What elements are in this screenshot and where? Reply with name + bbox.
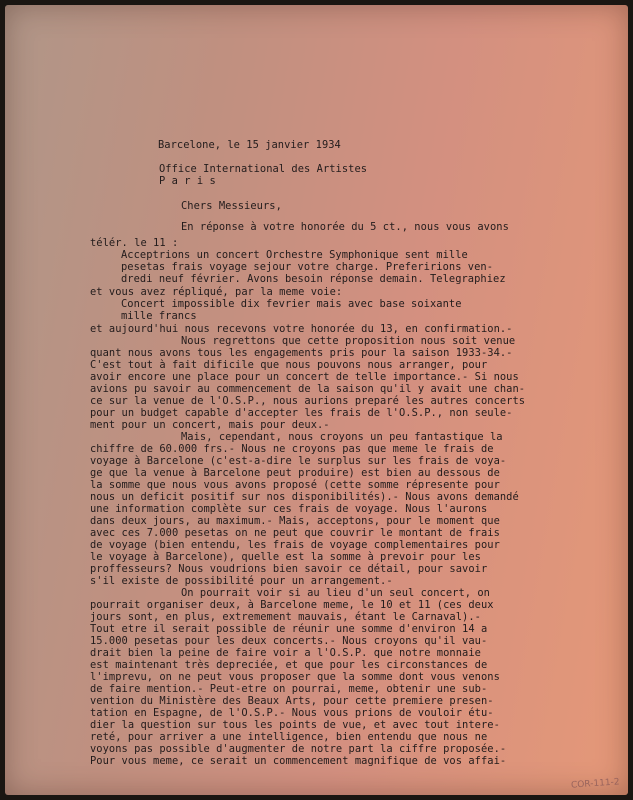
body-line: de voyage (bien entendu, les frais de voyage complementaires pour: [90, 539, 500, 551]
body-line: s'il existe de possibilité pour un arrangement.-: [90, 575, 393, 587]
body-line: jours sont, en plus, extremement mauvais, étant le Carnaval).-: [90, 611, 481, 623]
archive-mark: COR-111-2: [571, 777, 621, 791]
body-line: et aujourd'hui nous recevons votre honorée du 13, en confirmation.-: [90, 323, 513, 335]
body-line: l'imprevu, on ne peut vous proposer que la somme dont vous venons: [90, 671, 500, 683]
body-line: et vous avez répliqué, par la meme voie:: [90, 286, 343, 298]
body-line: Nous regrettons que cette proposition nous soit venue: [181, 335, 516, 347]
body-line: vention du Ministère des Beaux Arts, pour cette premiere presen-: [90, 695, 494, 707]
body-line: tation en Espagne, de l'O.S.P.- Nous vous prions de vouloir étu-: [90, 707, 494, 719]
body-line: ce sur la venue de l'O.S.P., nous aurions preparé les autres concerts: [90, 395, 526, 407]
body-line: avions pu savoir au commencement de la saison qu'il y avait une chan-: [90, 383, 526, 395]
body-line: ge que la venue à Barcelone peut produire) est bien au dessous de: [90, 467, 500, 479]
body-line: voyons pas possible d'augmenter de notre part la ciffre proposée.-: [90, 743, 507, 755]
recipient-line: Office International des Artistes: [159, 163, 368, 175]
body-line: voyage à Barcelone (c'est-a-dire le surplus sur les frais de voya-: [90, 455, 507, 467]
body-line: nous un deficit positif sur nos disponibilités).- Nous avons demandé: [90, 491, 519, 503]
body-line: pour un budget capable d'accepter les frais de l'O.S.P., non seule-: [90, 407, 513, 419]
body-line: ment pour un concert, mais pour deux.-: [90, 419, 330, 431]
body-line: C'est tout à fait dificile que nous pouvons nous arranger, pour: [90, 359, 488, 371]
salutation: Chers Messieurs,: [181, 200, 282, 212]
body-line: avoir encore une place pour un concert de telle importance.- Si nous: [90, 371, 519, 383]
body-line: 15.000 pesetas pour les deux concerts.- Nous croyons qu'il vau-: [90, 635, 488, 647]
body-line: drait bien la peine de faire voir a l'O.S.P. que notre monnaie: [90, 647, 481, 659]
body-line: pourrait organiser deux, à Barcelone meme, le 10 et 11 (ces deux: [90, 599, 494, 611]
body-line: On pourrait voir si au lieu d'un seul concert, on: [181, 587, 490, 599]
body-line: dier la question sur tous les points de vue, et avec tout intere-: [90, 719, 500, 731]
body-line: une information complète sur ces frais de voyage. Nous l'aurons: [90, 503, 488, 515]
body-line: mille francs: [121, 310, 197, 322]
body-line: En réponse à votre honorée du 5 ct., nous vous avons: [181, 221, 509, 233]
body-line: avec ces 7.000 pesetas on ne peut que couvrir le montant de frais: [90, 527, 500, 539]
body-line: reté, pour arriver a une intelligence, bien entendu que nous ne: [90, 731, 488, 743]
recipient-line: P a r i s: [159, 175, 216, 187]
body-line: Mais, cependant, nous croyons un peu fantastique la: [181, 431, 503, 443]
body-line: Tout etre il serait possible de réunir une somme d'environ 14 a: [90, 623, 488, 635]
body-line: télér. le 11 :: [90, 237, 179, 249]
body-line: proffesseurs? Nous voudrions bien savoir ce détail, pour savoir: [90, 563, 488, 575]
body-line: quant nous avons tous les engagements pris pour la saison 1933-34.-: [90, 347, 513, 359]
body-line: Pour vous meme, ce serait un commencement magnifique de vos affai-: [90, 755, 507, 767]
body-line: la somme que nous vous avons proposé (cette somme répresente pour: [90, 479, 500, 491]
letter-page: [5, 5, 628, 795]
date-line: Barcelone, le 15 janvier 1934: [158, 139, 341, 151]
body-line: pesetas frais voyage sejour votre charge. Preferirions ven-: [121, 261, 494, 273]
body-line: dans deux jours, au maximum.- Mais, acceptons, pour le moment que: [90, 515, 500, 527]
body-line: Acceptrions un concert Orchestre Symphonique sent mille: [121, 249, 468, 261]
body-line: le voyage à Barcelone), quelle est la somme à prevoir pour les: [90, 551, 481, 563]
body-line: Concert impossible dix fevrier mais avec base soixante: [121, 298, 462, 310]
body-line: est maintenant très depreciée, et que pour les circonstances de: [90, 659, 488, 671]
body-line: de faire mention.- Peut-etre on pourrai, meme, obtenir une sub-: [90, 683, 488, 695]
body-line: chiffre de 60.000 frs.- Nous ne croyons pas que meme le frais de: [90, 443, 494, 455]
body-line: dredi neuf février. Avons besoin réponse demain. Telegraphiez: [121, 273, 506, 285]
